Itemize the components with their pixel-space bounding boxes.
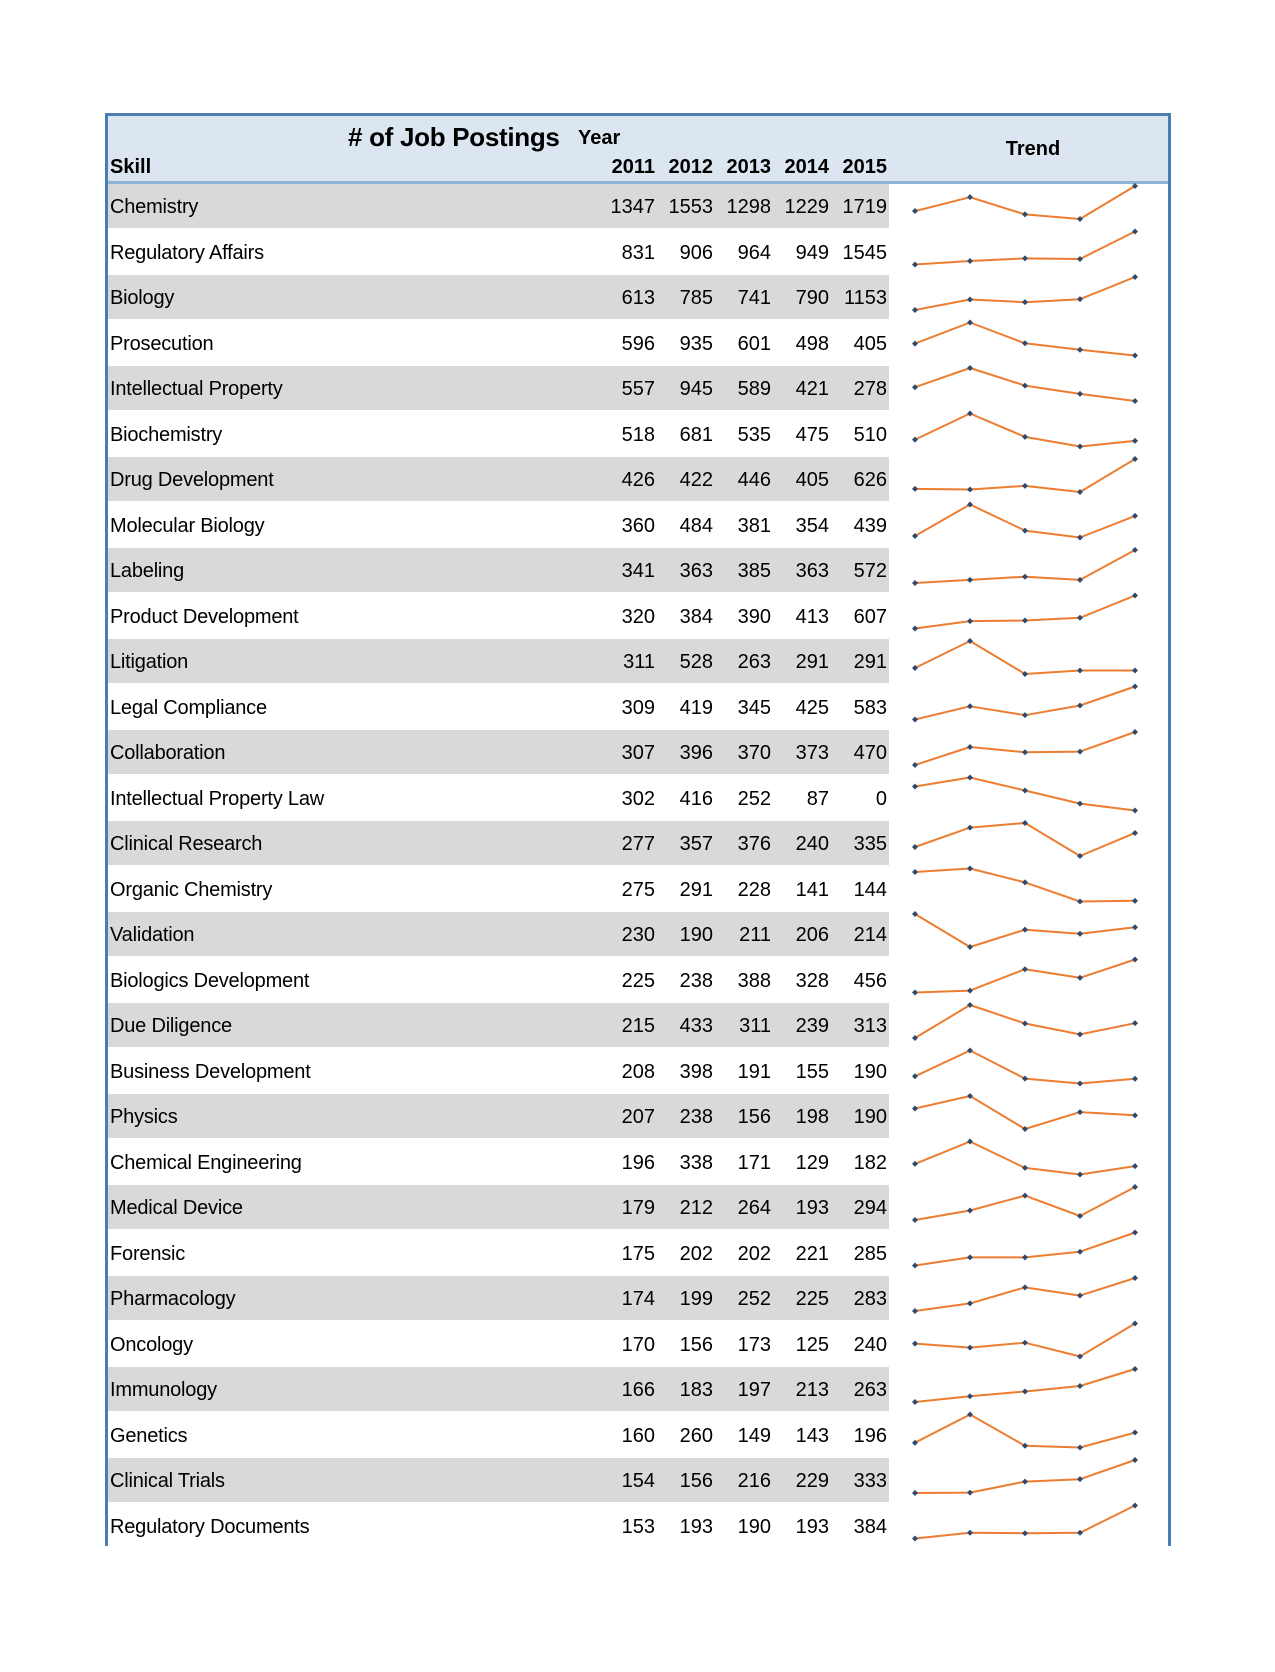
posting-count-2015: 384 (853, 1515, 887, 1538)
posting-count-2014: 421 (795, 378, 829, 400)
posting-count-2014: 155 (795, 1060, 829, 1083)
year-group-label: Year (578, 127, 621, 149)
skill-name: Litigation (110, 651, 189, 673)
posting-count-2012: 935 (679, 332, 713, 355)
posting-count-2015: 283 (853, 1288, 887, 1310)
table-row (108, 321, 1168, 367)
posting-count-2013: 964 (737, 241, 771, 264)
posting-count-2011: 170 (621, 1333, 655, 1356)
skill-name: Drug Development (110, 469, 274, 491)
posting-count-2012: 183 (679, 1379, 713, 1401)
skill-name: Labeling (110, 560, 185, 582)
posting-count-2015: 607 (853, 605, 887, 628)
posting-count-2014: 125 (795, 1333, 829, 1356)
table-header (108, 116, 1168, 184)
posting-count-2013: 149 (737, 1424, 771, 1447)
posting-count-2013: 171 (737, 1151, 771, 1174)
skill-name: Oncology (110, 1333, 193, 1356)
posting-count-2015: 214 (853, 924, 887, 946)
posting-count-2013: 216 (737, 1470, 771, 1492)
posting-count-2011: 277 (621, 833, 655, 855)
skill-name: Biologics Development (110, 969, 310, 992)
skill-name: Immunology (110, 1379, 217, 1401)
table-row (108, 1322, 1168, 1368)
posting-count-2014: 129 (795, 1151, 829, 1174)
table-row (108, 685, 1168, 731)
row-shade (108, 1458, 889, 1502)
posting-count-2011: 230 (621, 924, 655, 946)
posting-count-2011: 160 (621, 1424, 655, 1447)
posting-count-2014: 141 (795, 878, 829, 901)
posting-count-2012: 156 (679, 1470, 713, 1492)
posting-count-2015: 1719 (842, 196, 887, 218)
posting-count-2013: 535 (737, 423, 771, 446)
table-row (108, 1185, 1168, 1231)
posting-count-2012: 363 (679, 560, 713, 582)
posting-count-2014: 475 (795, 423, 829, 446)
table-row (108, 594, 1168, 640)
posting-count-2011: 302 (621, 787, 655, 810)
posting-count-2015: 583 (853, 696, 887, 719)
skill-name: Prosecution (110, 332, 214, 355)
posting-count-2014: 413 (795, 605, 829, 628)
posting-count-2015: 0 (875, 787, 887, 810)
table-row (108, 639, 1168, 685)
posting-count-2011: 320 (621, 605, 655, 628)
skill-name: Validation (110, 924, 195, 946)
skill-name: Intellectual Property (110, 378, 283, 400)
posting-count-2012: 384 (679, 605, 713, 628)
skill-name: Clinical Trials (110, 1470, 225, 1492)
posting-count-2013: 388 (737, 969, 771, 992)
posting-count-2013: 190 (737, 1515, 771, 1538)
posting-count-2013: 264 (737, 1197, 771, 1219)
posting-count-2011: 154 (621, 1470, 655, 1492)
table-row (108, 1413, 1168, 1459)
table-row (108, 1094, 1168, 1140)
row-shade (108, 275, 889, 319)
posting-count-2014: 363 (795, 560, 829, 582)
posting-count-2012: 291 (679, 878, 713, 901)
skill-name: Product Development (110, 605, 299, 628)
table-row (108, 548, 1168, 594)
posting-count-2011: 360 (621, 514, 655, 537)
posting-count-2012: 156 (679, 1333, 713, 1356)
posting-count-2013: 156 (737, 1106, 771, 1128)
posting-count-2012: 528 (679, 651, 713, 673)
table-row (108, 275, 1168, 321)
row-shade (108, 639, 889, 683)
posting-count-2015: 190 (853, 1060, 887, 1083)
row-shade (108, 1094, 889, 1138)
posting-count-2014: 240 (795, 833, 829, 855)
posting-count-2013: 741 (737, 287, 771, 309)
posting-count-2011: 166 (621, 1379, 655, 1401)
posting-count-2013: 381 (737, 514, 771, 537)
table-row (108, 230, 1168, 276)
posting-count-2015: 294 (853, 1197, 887, 1219)
row-shade (108, 1413, 889, 1457)
table-row (108, 1367, 1168, 1413)
posting-count-2011: 557 (621, 378, 655, 400)
row-shade (108, 1322, 889, 1366)
posting-count-2014: 239 (795, 1015, 829, 1037)
posting-count-2012: 190 (679, 924, 713, 946)
posting-count-2011: 831 (621, 241, 655, 264)
posting-count-2012: 193 (679, 1515, 713, 1538)
table-row (108, 1003, 1168, 1049)
row-shade (108, 548, 889, 592)
posting-count-2013: 211 (739, 924, 771, 946)
skill-name: Due Diligence (110, 1015, 232, 1037)
skill-name: Clinical Research (110, 833, 263, 855)
posting-count-2015: 182 (853, 1151, 887, 1174)
posting-count-2015: 470 (853, 742, 887, 764)
posting-count-2011: 153 (621, 1515, 655, 1538)
posting-count-2015: 572 (853, 560, 887, 582)
posting-count-2013: 252 (737, 1288, 771, 1310)
posting-count-2012: 357 (679, 833, 713, 855)
posting-count-2013: 173 (737, 1333, 771, 1356)
posting-count-2011: 275 (621, 878, 655, 901)
posting-count-2014: 213 (795, 1379, 829, 1401)
table-row (108, 1049, 1168, 1095)
row-shade (108, 184, 889, 228)
skill-name: Collaboration (110, 742, 226, 764)
trend-column-header: Trend (1005, 138, 1061, 160)
posting-count-2014: 354 (795, 514, 829, 537)
column-header-2014: 2014 (784, 156, 829, 178)
posting-count-2012: 396 (679, 742, 713, 764)
table-row (108, 1504, 1168, 1550)
table-row (108, 912, 1168, 958)
posting-count-2012: 212 (679, 1197, 713, 1219)
posting-count-2011: 311 (623, 651, 655, 673)
posting-count-2012: 238 (679, 969, 713, 992)
posting-count-2013: 370 (737, 742, 771, 764)
posting-count-2013: 601 (737, 332, 771, 355)
posting-count-2011: 207 (621, 1106, 655, 1128)
posting-count-2012: 433 (679, 1015, 713, 1037)
posting-count-2015: 405 (853, 332, 887, 355)
table-row (108, 958, 1168, 1004)
posting-count-2014: 225 (795, 1288, 829, 1310)
posting-count-2012: 419 (679, 696, 713, 719)
posting-count-2013: 197 (737, 1379, 771, 1401)
posting-count-2012: 202 (679, 1242, 713, 1265)
posting-count-2015: 456 (853, 969, 887, 992)
posting-count-2011: 596 (621, 332, 655, 355)
posting-count-2011: 341 (621, 560, 655, 582)
posting-count-2015: 1153 (843, 287, 887, 309)
posting-count-2011: 518 (621, 423, 655, 446)
table-row (108, 503, 1168, 549)
posting-count-2011: 613 (621, 287, 655, 309)
posting-count-2015: 285 (853, 1242, 887, 1265)
posting-count-2014: 193 (795, 1515, 829, 1538)
posting-count-2014: 498 (795, 332, 829, 355)
posting-count-2011: 307 (621, 742, 655, 764)
posting-count-2014: 206 (795, 924, 829, 946)
posting-count-2012: 1553 (668, 196, 713, 218)
posting-count-2012: 681 (679, 423, 713, 446)
skill-name: Business Development (110, 1060, 311, 1083)
skill-name: Chemical Engineering (110, 1151, 302, 1174)
posting-count-2014: 373 (795, 742, 829, 764)
posting-count-2015: 333 (853, 1470, 887, 1492)
posting-count-2013: 589 (737, 378, 771, 400)
posting-count-2014: 87 (806, 787, 829, 810)
table-row (108, 457, 1168, 503)
row-shade (108, 1231, 889, 1275)
table-row (108, 1140, 1168, 1186)
posting-count-2012: 945 (679, 378, 713, 400)
posting-count-2014: 221 (795, 1242, 829, 1265)
skill-name: Physics (110, 1106, 178, 1128)
skill-name: Regulatory Affairs (110, 241, 264, 264)
table-row (108, 867, 1168, 913)
row-shade (108, 412, 889, 456)
posting-count-2013: 1298 (726, 196, 771, 218)
posting-count-2012: 338 (679, 1151, 713, 1174)
posting-count-2011: 208 (621, 1060, 655, 1083)
posting-count-2015: 1545 (842, 241, 887, 264)
skill-name: Biochemistry (110, 423, 223, 446)
table-row (108, 821, 1168, 867)
skill-name: Medical Device (110, 1197, 243, 1219)
posting-count-2013: 191 (737, 1060, 771, 1083)
posting-count-2011: 426 (621, 469, 655, 491)
posting-count-2011: 225 (621, 969, 655, 992)
posting-count-2014: 790 (795, 287, 829, 309)
posting-count-2011: 179 (621, 1197, 655, 1219)
column-header-2013: 2013 (726, 156, 771, 178)
posting-count-2015: 510 (853, 423, 887, 446)
table-row (108, 184, 1168, 230)
row-shade (108, 912, 889, 956)
posting-count-2015: 278 (853, 378, 887, 400)
table-row (108, 1231, 1168, 1277)
posting-count-2013: 446 (737, 469, 771, 491)
posting-count-2014: 425 (795, 696, 829, 719)
posting-count-2013: 385 (737, 560, 771, 582)
posting-count-2015: 439 (853, 514, 887, 537)
skill-name: Legal Compliance (110, 696, 267, 719)
posting-count-2011: 196 (621, 1151, 655, 1174)
table-row (108, 366, 1168, 412)
posting-count-2013: 202 (737, 1242, 771, 1265)
posting-count-2014: 291 (795, 651, 829, 673)
posting-count-2015: 263 (853, 1379, 887, 1401)
posting-count-2013: 345 (737, 696, 771, 719)
posting-count-2013: 390 (737, 605, 771, 628)
table-row (108, 776, 1168, 822)
column-header-2011: 2011 (611, 156, 655, 178)
posting-count-2013: 252 (737, 787, 771, 810)
column-header-2012: 2012 (668, 156, 713, 178)
posting-count-2014: 405 (795, 469, 829, 491)
posting-count-2013: 228 (737, 878, 771, 901)
posting-count-2011: 309 (621, 696, 655, 719)
skill-name: Organic Chemistry (110, 878, 273, 901)
posting-count-2012: 260 (679, 1424, 713, 1447)
posting-count-2012: 422 (679, 469, 713, 491)
skill-name: Molecular Biology (110, 514, 265, 537)
skill-column-header: Skill (110, 156, 152, 178)
skill-name: Forensic (110, 1242, 186, 1265)
row-shade (108, 1367, 889, 1411)
posting-count-2014: 143 (795, 1424, 829, 1447)
posting-count-2015: 144 (853, 878, 887, 901)
skill-name: Regulatory Documents (110, 1515, 310, 1538)
posting-count-2012: 785 (679, 287, 713, 309)
posting-count-2012: 238 (679, 1106, 713, 1128)
posting-count-2015: 291 (853, 651, 887, 673)
posting-count-2015: 626 (853, 469, 887, 491)
posting-count-2014: 949 (795, 241, 829, 264)
posting-count-2015: 196 (853, 1424, 887, 1447)
column-header-2015: 2015 (842, 156, 887, 178)
posting-count-2012: 199 (679, 1288, 713, 1310)
skill-name: Genetics (110, 1424, 188, 1447)
posting-count-2015: 335 (853, 833, 887, 855)
posting-count-2011: 215 (621, 1015, 655, 1037)
skill-name: Pharmacology (110, 1288, 236, 1310)
posting-count-2015: 313 (853, 1015, 887, 1037)
table-row (108, 412, 1168, 458)
skill-name: Chemistry (110, 196, 199, 218)
posting-count-2015: 190 (853, 1106, 887, 1128)
skill-name: Intellectual Property Law (110, 787, 325, 810)
posting-count-2012: 398 (679, 1060, 713, 1083)
table-row (108, 1458, 1168, 1504)
posting-count-2013: 376 (737, 833, 771, 855)
posting-count-2014: 193 (795, 1197, 829, 1219)
posting-count-2013: 263 (737, 651, 771, 673)
posting-count-2014: 229 (795, 1470, 829, 1492)
posting-count-2015: 240 (853, 1333, 887, 1356)
posting-count-2012: 484 (679, 514, 713, 537)
posting-count-2011: 174 (621, 1288, 655, 1310)
posting-count-2011: 1347 (610, 196, 655, 218)
table-title: # of Job Postings (348, 122, 560, 152)
posting-count-2013: 311 (739, 1015, 771, 1037)
posting-count-2011: 175 (621, 1242, 655, 1265)
row-shade (108, 321, 889, 365)
posting-count-2012: 906 (679, 241, 713, 264)
table-row (108, 1276, 1168, 1322)
posting-count-2014: 328 (795, 969, 829, 992)
posting-count-2012: 416 (679, 787, 713, 810)
table-row (108, 730, 1168, 776)
posting-count-2014: 198 (795, 1106, 829, 1128)
skill-name: Biology (110, 287, 175, 309)
posting-count-2014: 1229 (784, 196, 829, 218)
